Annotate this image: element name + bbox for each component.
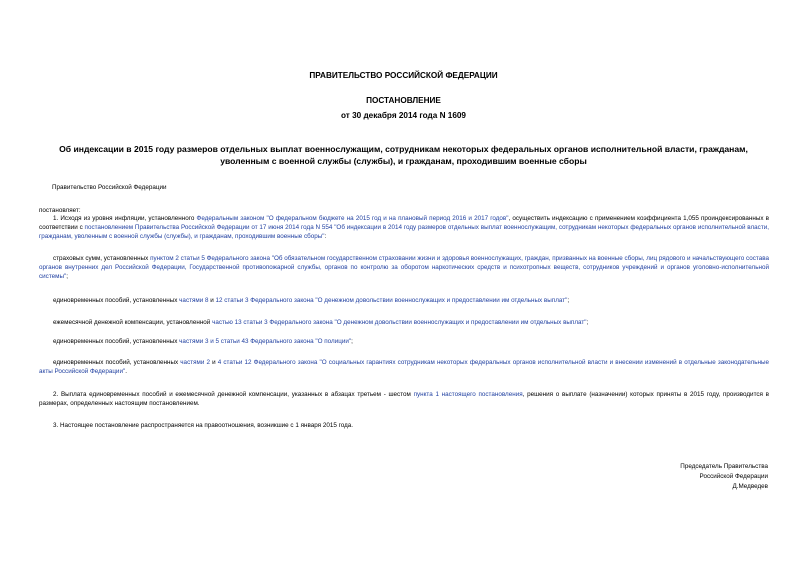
parts-8-link[interactable]: частями 8 <box>179 297 209 304</box>
government-heading: ПРАВИТЕЛЬСТВО РОССИЙСКОЙ ФЕДЕРАЦИИ <box>309 71 498 80</box>
paragraph-1-text-b: , осуществить индексацию с применением коэффициента 1,055 проиндексированных в соответствии с <box>39 215 769 231</box>
paragraph-lump-sum-2-text-c: ; <box>351 338 353 345</box>
insurance-law-link[interactable]: пунктом 2 статьи 5 Федерального закона "Об обязательном государственном страховании жизни и здоровья военнослужащих, граждан, призванных на военные сборы, лиц рядового и начальствующего состава органов внутренних дел Российской Федерации, Государственной противопожарной службы, органов по контролю за оборотом наркотических средств и психотропных веществ, сотрудников учреждений и органов уголовно-исполнительной системы" <box>39 255 769 280</box>
social-guarantees-law-link[interactable]: 4 статьи 12 Федерального закона "О социальных гарантиях сотрудникам некоторых федеральных органов исполнительной власти и внесении изменений в отдельные законодательные акты Российской Федерации" <box>39 359 769 375</box>
paragraph-1-text-a: 1. Исходя из уровня инфляции, установленного <box>53 215 197 222</box>
paragraph-2-text-a: 2. Выплата единовременных пособий и ежемесячной денежной компенсации, указанных в абзацах третьем - шестом <box>53 391 414 398</box>
paragraph-insurance-text-c: ; <box>66 273 68 280</box>
paragraph-lump-sum-1-text-c: ; <box>567 297 570 304</box>
paragraph-lump-sum-1 <box>39 296 769 305</box>
point-1-link[interactable]: пункта 1 настоящего постановления <box>413 391 523 398</box>
paragraph-lump-sum-3-text-b: и <box>209 359 218 366</box>
paragraph-lump-sum-3 <box>39 358 769 376</box>
paragraph-2 <box>39 390 769 408</box>
paragraph-lump-sum-3-text-c: . <box>125 368 127 375</box>
paragraph-lump-sum-1-text-a: единовременных пособий, установленных <box>53 297 180 304</box>
paragraph-insurance-text-a: страховых сумм, установленных <box>53 255 151 262</box>
part-13-link[interactable]: частью 13 статьи 3 Федерального закона "О денежном довольствии военнослужащих и предоставлении им отдельных выплат" <box>212 319 587 326</box>
parts-2-link[interactable]: частями 2 <box>180 359 210 366</box>
paragraph-lump-sum-3-text-a: единовременных пособий, установленных <box>53 359 181 366</box>
resolution-554-link[interactable]: постановлением Правительства Российской Федерации от 17 июня 2014 года N 554 "Об индексации в 2014 году размеров отдельных выплат военнослужащим, сотрудникам некоторых федеральных органов исполнительной власти, гражданам, уволенным с военной службы (службы), и гражданам, проходившим военные сборы" <box>39 224 769 240</box>
paragraph-2-text-b: , решения о выплате (назначении) которых приняты в 2015 году, производится в размерах, определенных настоящим постановлением. <box>39 391 769 407</box>
paragraph-lump-sum-2 <box>39 337 769 346</box>
paragraph-1 <box>39 214 769 241</box>
paragraph-insurance <box>39 254 769 281</box>
date-number-heading: от 30 декабря 2014 года N 1609 <box>341 111 466 120</box>
signature-name: Д.Медведев <box>732 483 768 490</box>
issuer-text: Правительство Российской Федерации <box>52 184 167 191</box>
signature-block <box>680 462 768 492</box>
document-title: Об индексации в 2015 году размеров отдельных выплат военнослужащим, сотрудникам некоторых федеральных органов исполнительной власти, гражданам, уволенным с военной службы (службы), и гражданам, проходившим военные сборы <box>59 144 748 166</box>
paragraph-monthly-text-a: ежемесячной денежной компенсации, установленной <box>53 319 213 326</box>
paragraph-lump-sum-2-text-a: единовременных пособий, установленных <box>53 338 180 345</box>
resolves-text: постановляет: <box>39 207 81 214</box>
paragraph-3: 3. Настоящее постановление распространяется на правоотношения, возникшие с 1 января 2015 года. <box>53 422 354 429</box>
document-type-heading: ПОСТАНОВЛЕНИЕ <box>366 96 441 105</box>
monetary-allowance-law-link[interactable]: 12 статьи 3 Федерального закона "О денежном довольствии военнослужащих и предоставлении им отдельных выплат" <box>215 297 568 304</box>
signature-position: Председатель Правительства <box>680 463 768 470</box>
paragraph-monthly-text-c: ; <box>586 319 589 326</box>
paragraph-1-text-c: : <box>324 233 327 240</box>
federal-budget-law-link[interactable]: Федеральным законом "О федеральном бюджете на 2015 год и на плановый период 2016 и 2017 годов" <box>196 215 509 222</box>
signature-country: Российской Федерации <box>699 473 768 480</box>
paragraph-lump-sum-1-text-b: и <box>208 297 216 304</box>
police-law-link[interactable]: частями 3 и 5 статьи 43 Федерального закона "О полиции" <box>179 338 352 345</box>
paragraph-monthly <box>39 318 769 327</box>
